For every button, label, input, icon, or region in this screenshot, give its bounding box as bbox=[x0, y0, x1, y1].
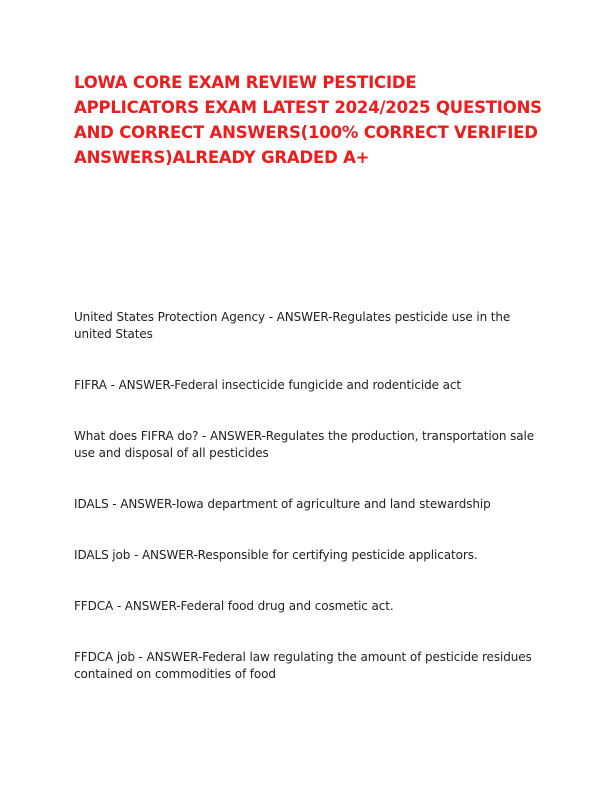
qa-item: FIFRA - ANSWER-Federal insecticide fungicide and rodenticide act bbox=[74, 378, 461, 392]
qa-list bbox=[74, 309, 544, 683]
qa-item: What does FIFRA do? - ANSWER-Regulates the production, transportation sale use and disposal of all pesticides bbox=[74, 429, 535, 460]
qa-item: IDALS job - ANSWER-Responsible for certifying pesticide applicators. bbox=[74, 548, 478, 562]
document-title: LOWA CORE EXAM REVIEW PESTICIDE APPLICATORS EXAM LATEST 2024/2025 QUESTIONS AND CORRECT ANSWERS(100% CORRECT VERIFIED ANSWERS)ALREADY GRADED A+ bbox=[74, 73, 542, 167]
qa-item: IDALS - ANSWER-Iowa department of agriculture and land stewardship bbox=[74, 497, 491, 511]
qa-item: United States Protection Agency - ANSWER-Regulates pesticide use in the united States bbox=[74, 310, 511, 341]
qa-item: FFDCA - ANSWER-Federal food drug and cosmetic act. bbox=[74, 599, 394, 613]
qa-item: FFDCA job - ANSWER-Federal law regulating the amount of pesticide residues contained on commodities of food bbox=[74, 650, 532, 681]
